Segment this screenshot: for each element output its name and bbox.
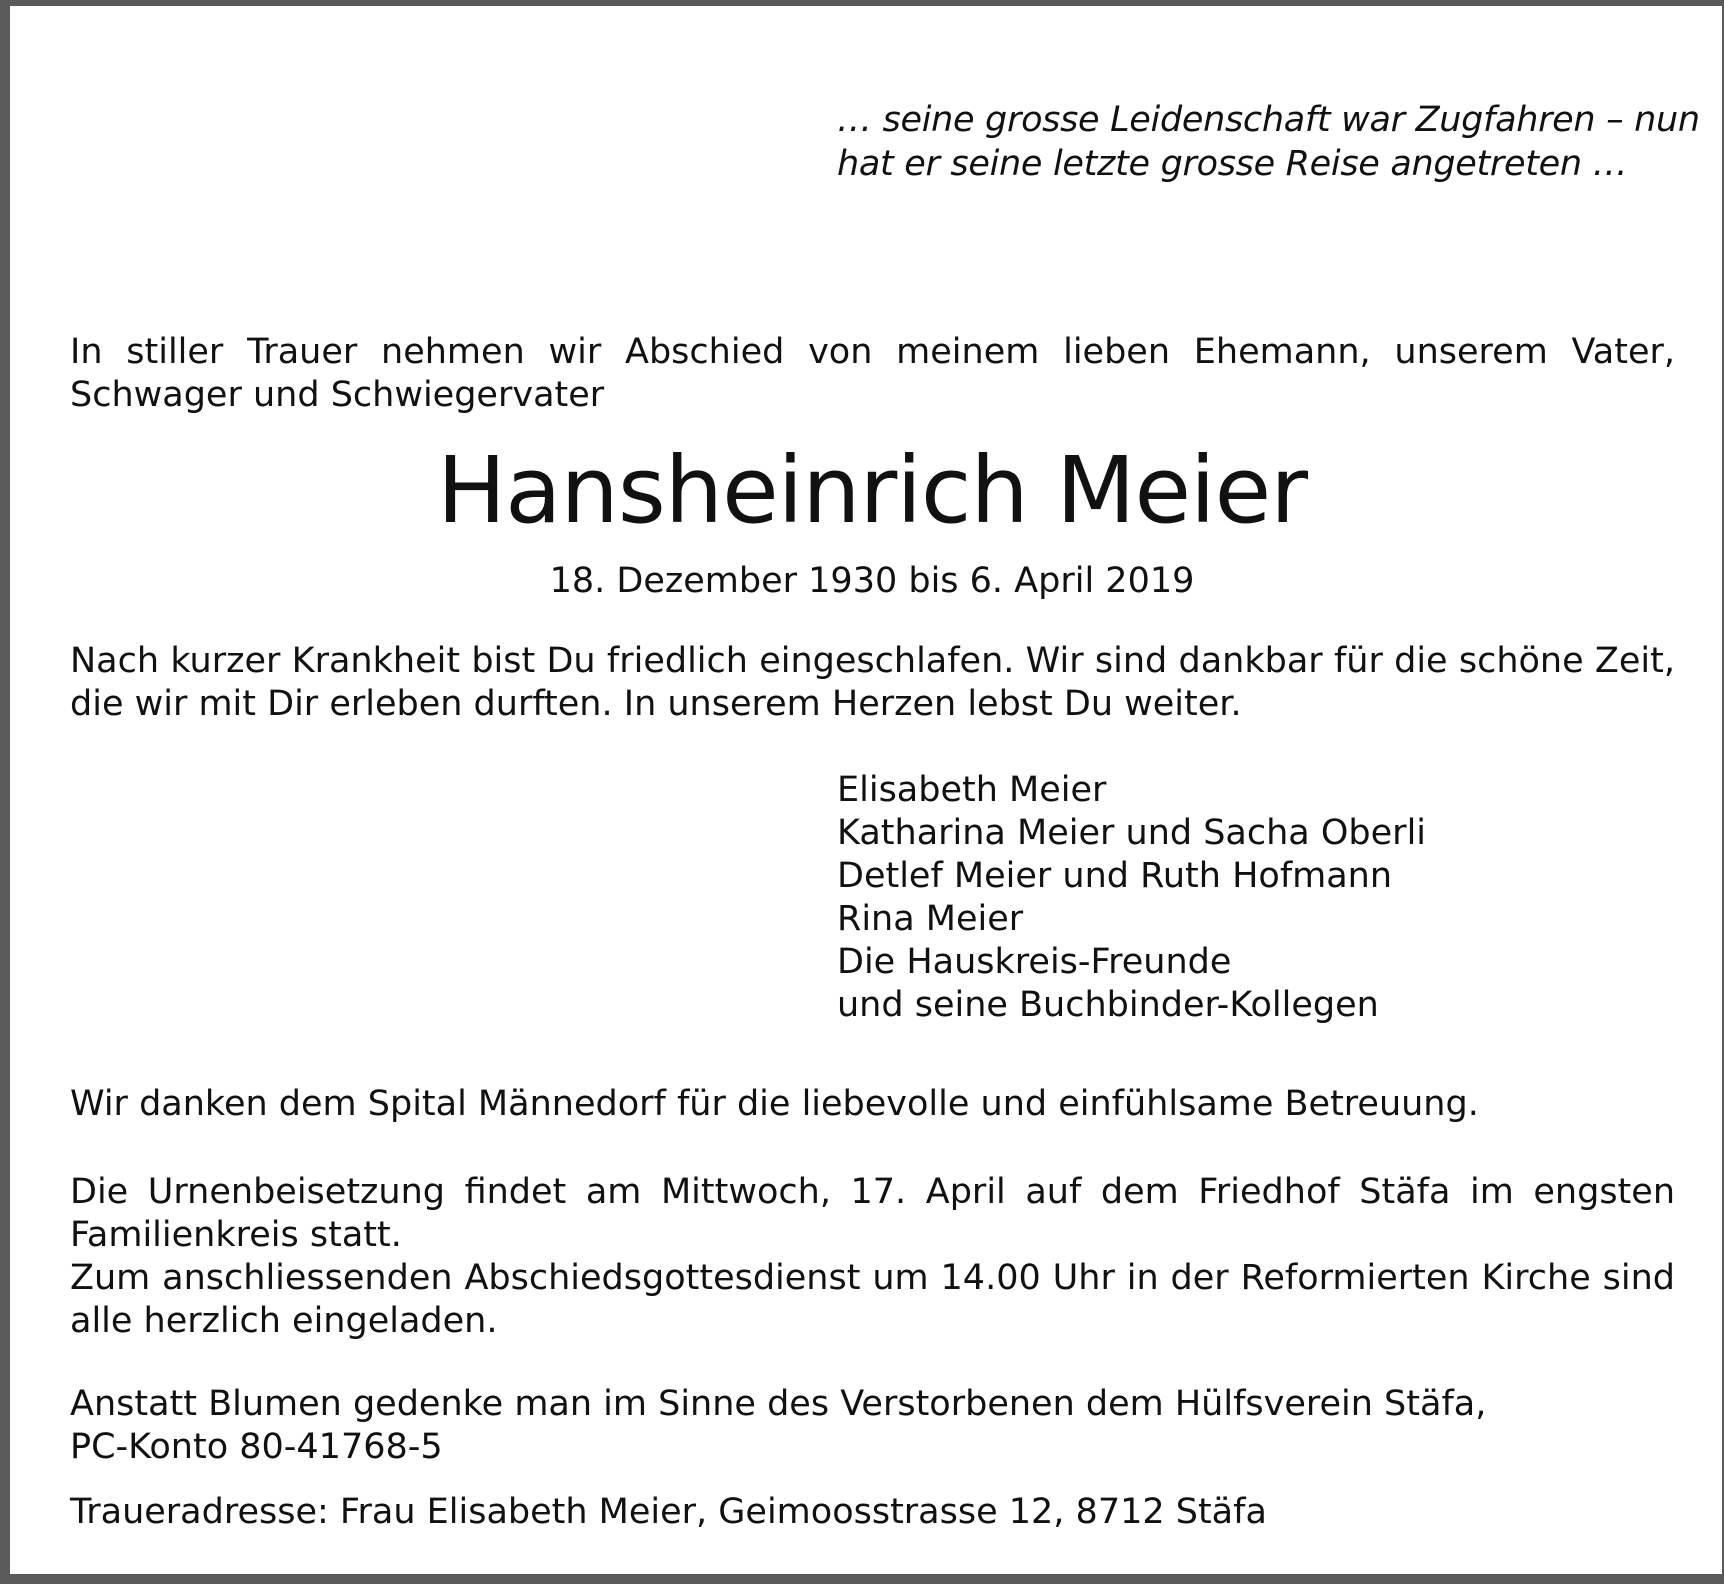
motto-line-2: hat er seine letzte grosse Reise angetreten … (837, 144, 1628, 184)
motto-quote (837, 98, 1700, 186)
mourner-item: Rina Meier (837, 899, 1024, 939)
mourner-item: Elisabeth Meier (837, 770, 1107, 810)
motto-line-1: … seine grosse Leidenschaft war Zugfahren – nun (837, 100, 1700, 140)
mourner-item: Detlef Meier und Ruth Hofmann (837, 856, 1393, 896)
life-dates: 18. Dezember 1930 bis 6. April 2019 (549, 561, 1195, 601)
mourning-address: Traueradresse: Frau Elisabeth Meier, Geimoosstrasse 12, 8712 Stäfa (70, 1492, 1267, 1532)
donation-line-1: Anstatt Blumen gedenke man im Sinne des Verstorbenen dem Hülfsverein Stäfa, (70, 1384, 1487, 1424)
mourner-item: und seine Buchbinder-Kollegen (837, 985, 1379, 1025)
deceased-name: Hansheinrich Meier (436, 437, 1308, 544)
thanks-paragraph: Wir danken dem Spital Männedorf für die liebevolle und einfühlsame Betreuung. (70, 1084, 1479, 1124)
burial-sentence-2: Zum anschliessenden Abschiedsgottesdienst um 14.00 Uhr in der Reformierten Kirche sind alle herzlich eingeladen. (70, 1258, 1675, 1341)
farewell-paragraph: Nach kurzer Krankheit bist Du friedlich eingeschlafen. Wir sind dankbar für die schöne Zeit, die wir mit Dir erleben durften. In unserem Herzen lebst Du weiter. (70, 641, 1675, 724)
intro-paragraph: In stiller Trauer nehmen wir Abschied von meinem lieben Ehemann, unserem Vater, Schwager und Schwiegervater (70, 332, 1675, 415)
mourner-item: Die Hauskreis-Freunde (837, 942, 1232, 982)
donation-line-2: PC-Konto 80-41768-5 (70, 1427, 443, 1467)
burial-sentence-1: Die Urnenbeisetzung findet am Mittwoch, 17. April auf dem Friedhof Stäfa im engsten Familienkreis statt. (70, 1172, 1675, 1255)
mourners-list (837, 769, 1677, 1027)
mourner-item: Katharina Meier und Sacha Oberli (837, 813, 1427, 853)
